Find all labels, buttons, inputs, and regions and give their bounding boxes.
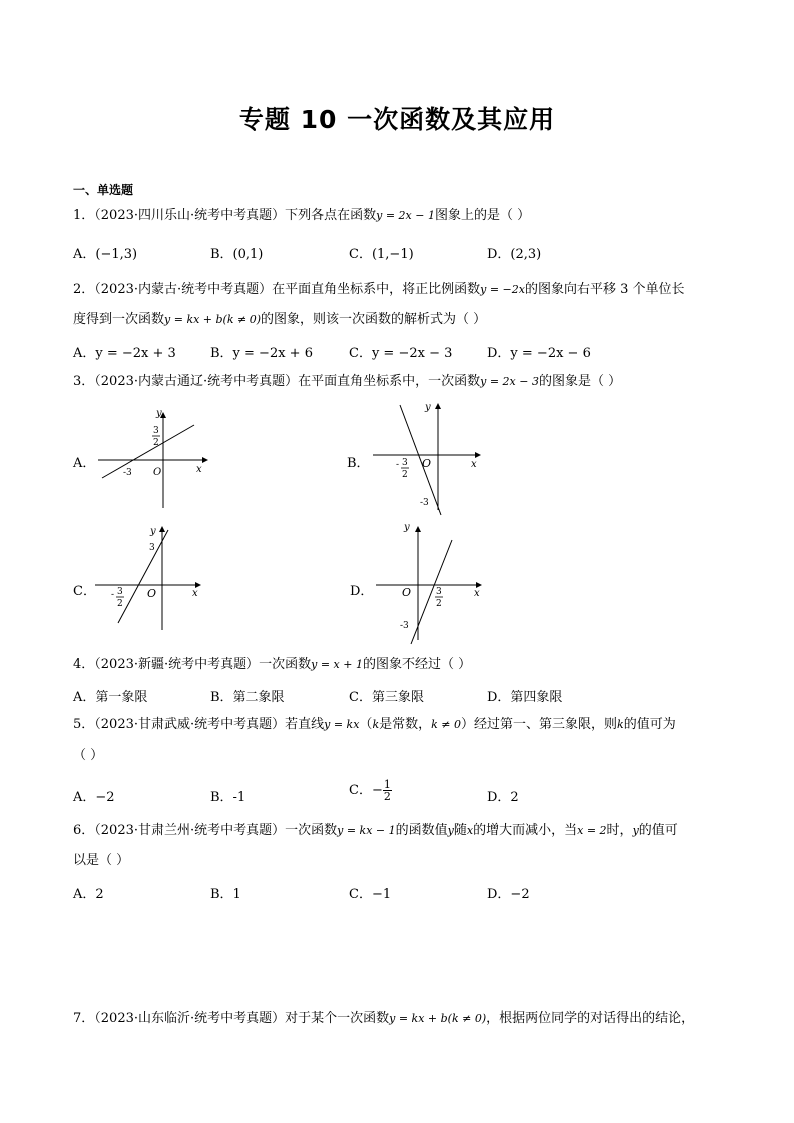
- function-line: [102, 425, 194, 478]
- q2-line2-a: 度得到一次函数: [73, 312, 165, 327]
- x-label: x: [196, 464, 202, 475]
- q2-line2-b: 的图象，则该一次函数的解析式为（ ）: [261, 312, 487, 327]
- y-intercept-num: 3: [153, 426, 159, 436]
- q5-stem-d: ）经过第一、第三象限，则: [461, 717, 618, 732]
- y-label: y: [150, 526, 156, 537]
- q3-stem: 3．（2023·内蒙古通辽·统考中考真题）在平面直角坐标系中，一次函数: [73, 374, 481, 389]
- q5-k-1: k: [372, 718, 380, 731]
- q4-option-b[interactable]: B．第二象限: [210, 690, 285, 705]
- q6-formula: y = kx − 1: [337, 824, 396, 837]
- x-axis-arrow: [475, 452, 481, 458]
- q1-option-c[interactable]: C．(1,−1): [349, 247, 414, 262]
- q6-option-c[interactable]: C．−1: [349, 887, 392, 902]
- q5-option-a[interactable]: A．−2: [73, 790, 115, 805]
- q6-stem-d: 的增大而减小，当: [473, 823, 578, 838]
- q7-stem-a: 7．（2023·山东临沂·统考中考真题）对于某个一次函数: [73, 1011, 390, 1026]
- q3-graph-c[interactable]: [90, 520, 215, 635]
- q6-stem-b: 的函数值: [395, 823, 448, 838]
- q2-option-d[interactable]: D．y = −2x − 6: [487, 346, 591, 361]
- x-intercept-sign: -: [111, 590, 115, 600]
- question-2-line-2: [73, 311, 486, 329]
- function-line: [411, 540, 452, 644]
- q5-k-2: k ≠ 0: [431, 718, 461, 731]
- x-label: x: [192, 588, 198, 599]
- question-4: [73, 656, 471, 674]
- q2-option-a[interactable]: A．y = −2x + 3: [73, 346, 176, 361]
- q7-stem-b: ，根据两位同学的对话得出的结论，: [486, 1011, 695, 1026]
- fraction-numerator: 1: [383, 778, 391, 791]
- x-label: x: [474, 588, 480, 599]
- origin-label: O: [153, 467, 162, 478]
- q5-stem-a: 5．（2023·甘肃武威·统考中考真题）若直线: [73, 717, 325, 732]
- q5-option-c-fraction: [383, 779, 392, 802]
- q2-stem: 2．（2023·内蒙古·统考中考真题）在平面直角坐标系中，将正比例函数: [73, 282, 481, 297]
- q6-option-b[interactable]: B．1: [210, 887, 241, 902]
- q6-option-d[interactable]: D．−2: [487, 887, 530, 902]
- q2-option-c[interactable]: C．y = −2x − 3: [349, 346, 453, 361]
- q4-stem: 4．（2023·新疆·统考中考真题）一次函数: [73, 657, 312, 672]
- q2-formula-2: y = kx + b(k ≠ 0): [164, 313, 262, 326]
- x-intercept-den: 2: [117, 599, 123, 609]
- q5-option-c[interactable]: [349, 779, 392, 802]
- fraction-denominator: 2: [383, 790, 391, 803]
- x-intercept-num: 3: [402, 458, 408, 468]
- origin-label: O: [402, 586, 412, 599]
- x-intercept-sign: -: [396, 460, 400, 470]
- q7-formula: y = kx + b(k ≠ 0): [389, 1012, 487, 1025]
- question-2-line-1: [73, 281, 685, 299]
- q1-formula: y = 2x − 1: [376, 209, 435, 222]
- x-intercept-den: 2: [402, 470, 408, 480]
- q2-stem-tail: 的图象向右平移 3 个单位长: [524, 282, 685, 297]
- function-line: [118, 530, 168, 623]
- q3-option-d-label[interactable]: D．: [350, 584, 374, 599]
- x-axis-arrow: [202, 457, 208, 463]
- q2-formula-1: y = −2x: [480, 283, 525, 296]
- q6-stem-f: 的值可: [638, 823, 678, 838]
- q1-tail: 图象上的是（ ）: [434, 208, 531, 223]
- x-label: x: [471, 459, 477, 470]
- q1-stem: 1．（2023·四川乐山·统考中考真题）下列各点在函数: [73, 208, 377, 223]
- y-axis-arrow: [415, 526, 421, 532]
- question-6-line-1: [73, 822, 678, 840]
- question-6-line-2: 以是（ ）: [73, 853, 130, 868]
- q3-formula: y = 2x − 3: [480, 375, 539, 388]
- origin-label: O: [422, 457, 432, 470]
- q4-option-a[interactable]: A．第一象限: [73, 690, 148, 705]
- q6-condition: x = 2: [577, 824, 607, 837]
- q5-option-d[interactable]: D．2: [487, 790, 519, 805]
- q6-stem-c: 随: [453, 823, 467, 838]
- question-5-line-2: （ ）: [73, 748, 104, 763]
- q6-x-1: x: [466, 824, 474, 837]
- question-7: [73, 1010, 694, 1028]
- q5-formula: y = kx: [324, 718, 360, 731]
- y-label: y: [156, 408, 162, 419]
- y-axis-arrow: [435, 403, 441, 409]
- question-3: [73, 373, 621, 391]
- x-intercept-label: -3: [123, 468, 132, 478]
- q5-stem-e: 的值可为: [623, 717, 676, 732]
- q3-graph-a[interactable]: [90, 400, 215, 512]
- q1-option-b[interactable]: B．(0,1): [210, 247, 264, 262]
- q3-option-b-label[interactable]: B．: [347, 456, 370, 471]
- origin-label: O: [147, 587, 157, 600]
- x-intercept-den: 2: [436, 599, 442, 609]
- q6-stem-a: 6．（2023·甘肃兰州·统考中考真题）一次函数: [73, 823, 338, 838]
- q6-y-2: y: [632, 824, 639, 837]
- y-intercept-den: 2: [153, 438, 159, 448]
- y-axis-arrow: [159, 526, 165, 532]
- q4-formula: y = x + 1: [311, 658, 363, 671]
- q3-option-a-label[interactable]: A．: [73, 456, 96, 471]
- section-heading: 一、单选题: [73, 183, 134, 197]
- x-intercept-num: 3: [436, 587, 442, 597]
- q1-option-d[interactable]: D．(2,3): [487, 247, 542, 262]
- q6-option-a[interactable]: A．2: [73, 887, 104, 902]
- q6-stem-e: 时，: [606, 823, 633, 838]
- x-intercept-num: 3: [117, 587, 123, 597]
- y-label: y: [425, 402, 431, 413]
- q5-k-3: k: [617, 718, 624, 731]
- q5-stem-c: 是常数，: [379, 717, 432, 732]
- q2-option-b[interactable]: B．y = −2x + 6: [210, 346, 313, 361]
- question-1: [73, 207, 530, 225]
- q1-option-a[interactable]: A．(−1,3): [73, 247, 138, 262]
- question-5-line-1: [73, 716, 676, 734]
- q6-y-1: y: [447, 824, 454, 837]
- q3-option-c-label[interactable]: C．: [73, 584, 96, 599]
- page-title: 专题 10 一次函数及其应用: [238, 105, 556, 134]
- q4-option-c[interactable]: C．第三象限: [349, 690, 424, 705]
- y-intercept-label: -3: [420, 498, 429, 508]
- y-intercept-label: -3: [400, 621, 409, 631]
- q3-graph-b[interactable]: [365, 395, 490, 520]
- q4-option-d[interactable]: D．第四象限: [487, 690, 563, 705]
- q3-tail: 的图象是（ ）: [538, 374, 622, 389]
- y-label: y: [404, 522, 410, 533]
- y-intercept-label: 3: [149, 543, 155, 553]
- q5-stem-b: （: [359, 717, 373, 732]
- q5-option-c-label: C．−: [349, 783, 383, 798]
- q5-option-b[interactable]: B．-1: [210, 790, 246, 805]
- q3-graph-d[interactable]: [368, 518, 493, 648]
- q4-tail: 的图象不经过（ ）: [362, 657, 472, 672]
